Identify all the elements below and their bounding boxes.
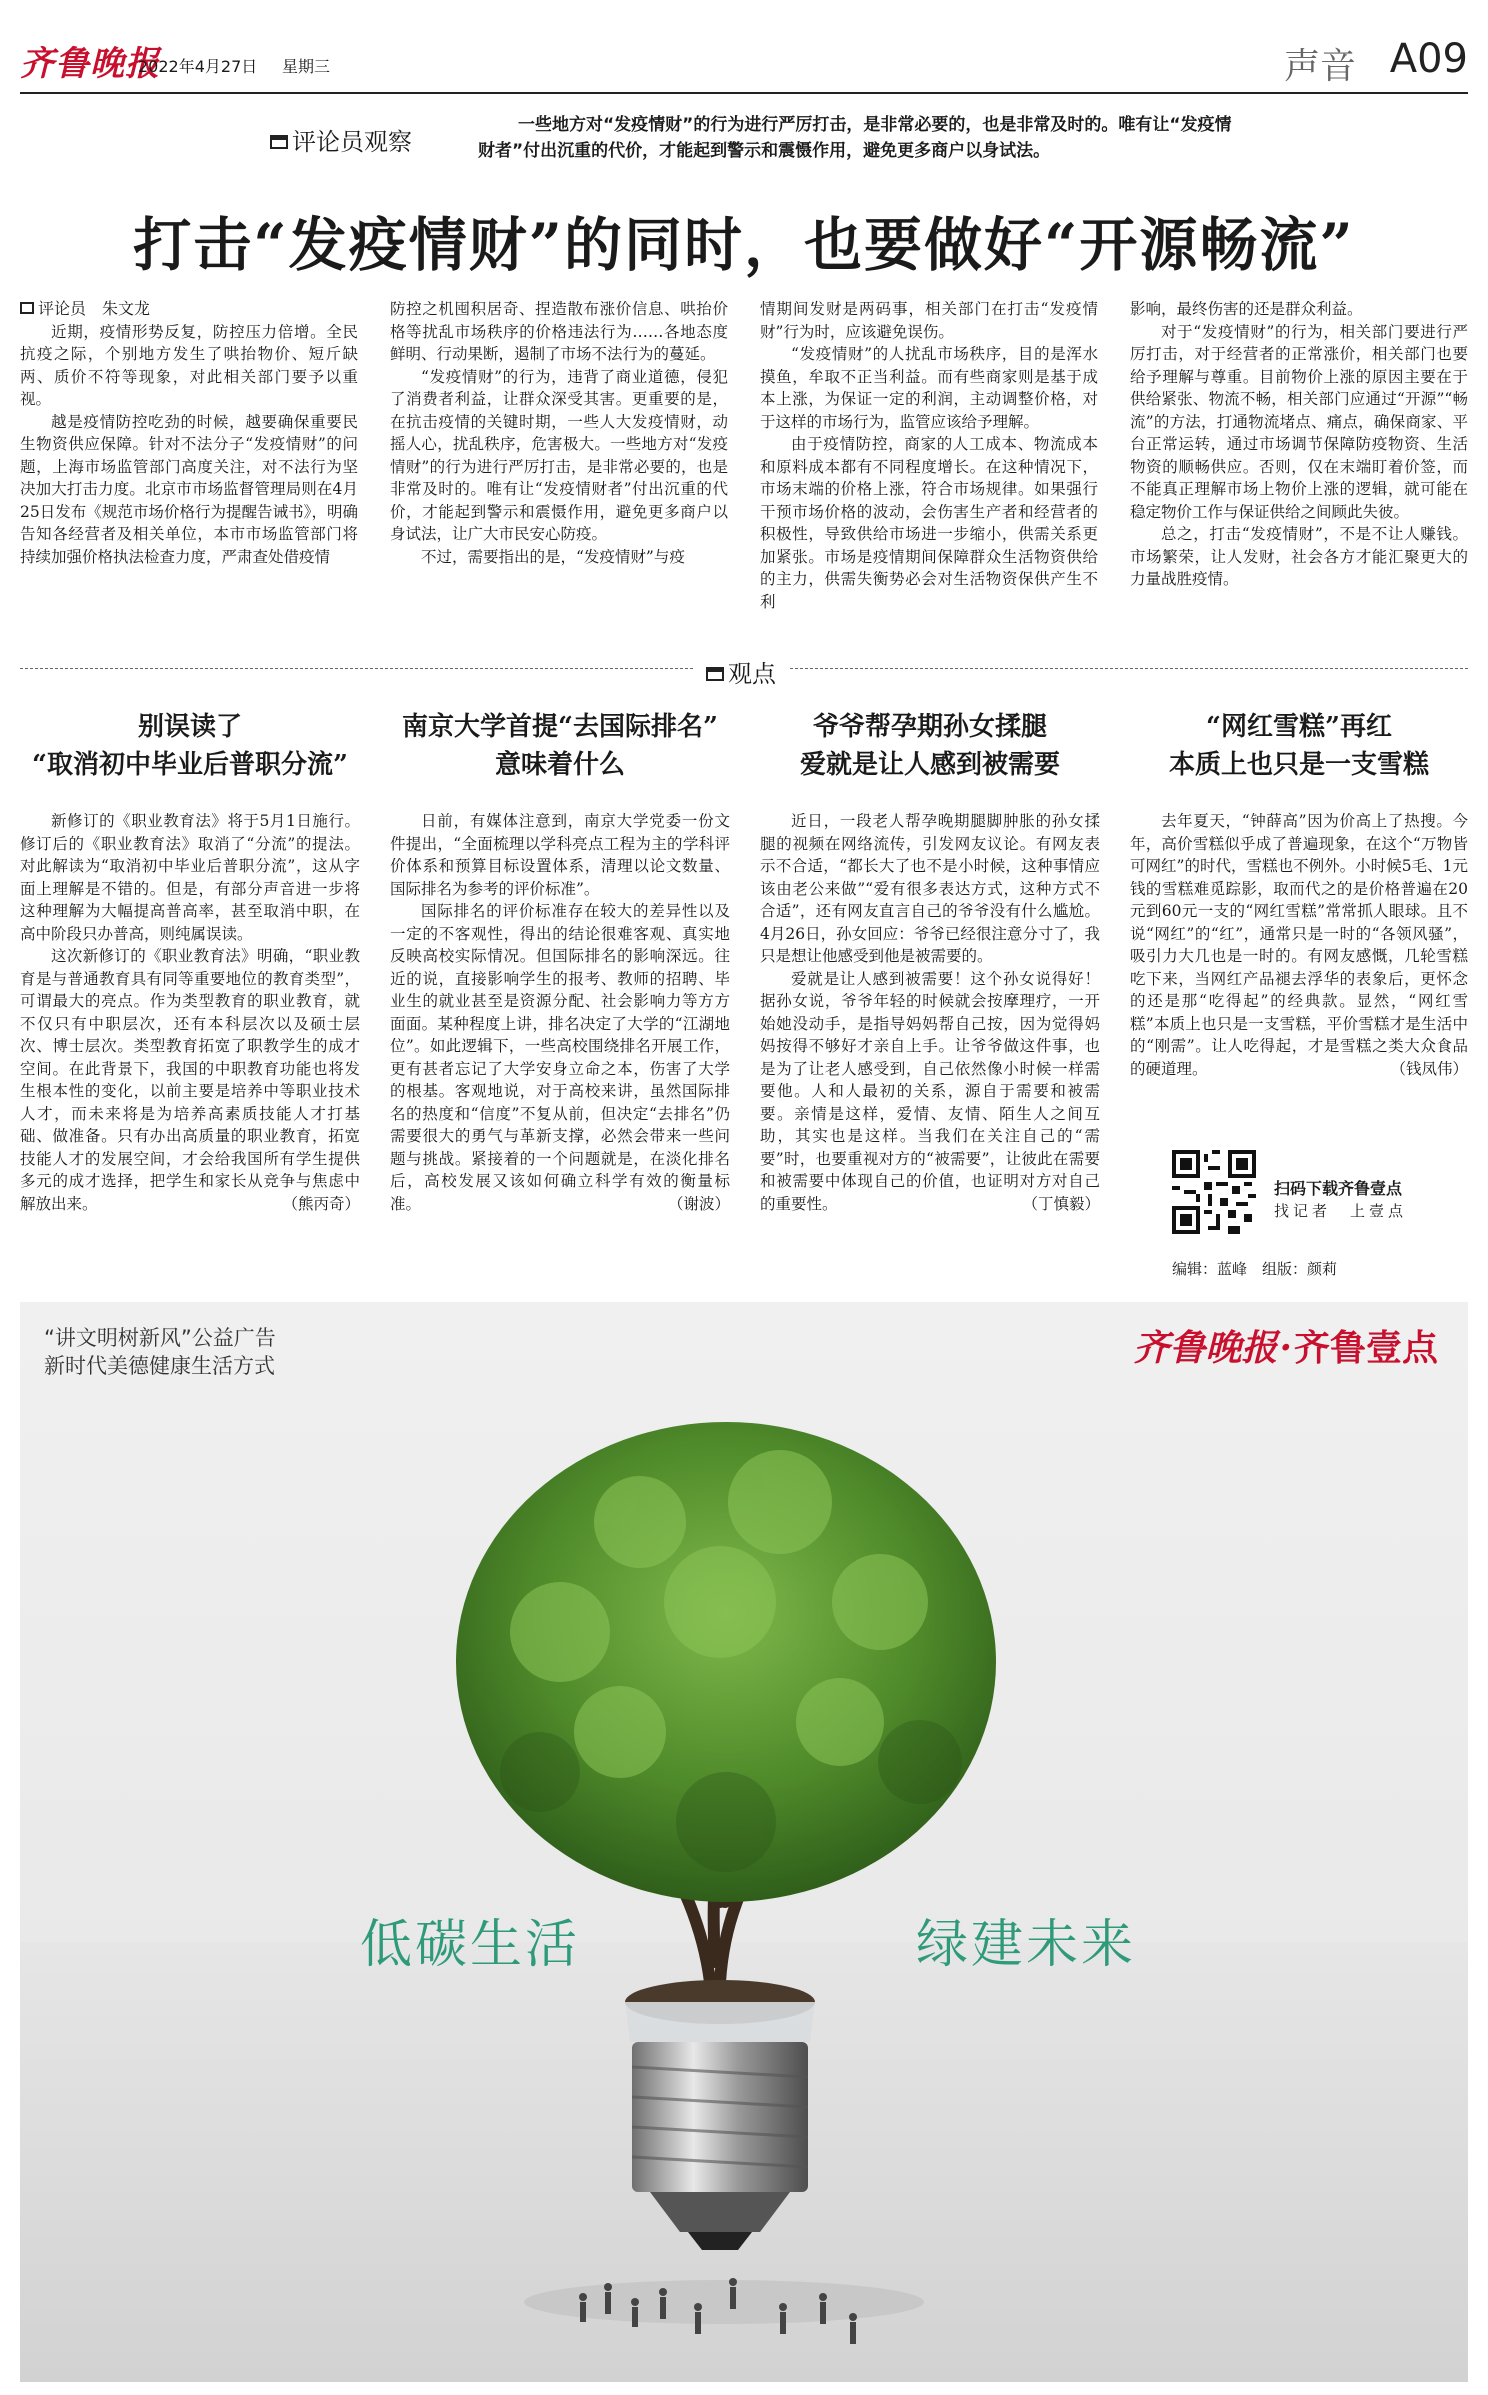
paragraph: 影响，最终伤害的还是群众利益。 <box>1130 300 1363 318</box>
ad-slogan-right: 绿建未来 <box>916 1915 1137 1975</box>
column-tag <box>270 122 412 157</box>
opinion-body <box>20 810 360 1290</box>
paragraph-text: 这次新修订的《职业教育法》明确，“职业教育是与普通教育具有同等重要地位的教育类型”，可谓最大的亮点。作为类型教育的职业教育，就不仅只有中职层次，还有本科层次以及硕士层次、博士层次。类型教育拓宽了职教学生的成才空间。在此背景下，我国的中职教育功能也将发生根本性的变化，以前主要是培养中等职业技术人才，而未来将是为培养高素质技能人才打基础、做准备。只有办出高质量的职业教育，拓宽技能人才的发展空间，才会给我国所有学生提供多元的成才选择，把学生和家长从竞争与焦虑中解放出来。 <box>20 947 360 1213</box>
main-article-col-3 <box>760 298 1098 628</box>
opinion-body <box>1130 810 1468 1100</box>
author-signature: （熊丙奇） <box>282 1194 360 1213</box>
ad-logo <box>1133 1320 1438 1371</box>
paragraph: 越是疫情防控吃劲的时候，越要确保重要民生物资供应保障。针对不法分子“发疫情财”的问题，上海市场监管部门高度关注，对不法行为坚决加大打击力度。北京市市场监督管理局则在4月25日发布《规范市场价格行为提醒告诫书》，明确告知各经营者及相关单位，本市市场监管部门将持续加强价格执法检查力度，严肃查处借疫情 <box>20 412 358 566</box>
opinion-article-1 <box>20 708 360 1290</box>
opinion-title-line-1: 爷爷帮孕期孙女揉腿 <box>812 712 1047 742</box>
opinion-article-2 <box>390 708 730 1290</box>
opinion-title-line-2: 意味着什么 <box>494 750 625 780</box>
paragraph <box>390 900 730 1215</box>
paragraph-text: 国际排名的评价标准存在较大的差异性以及一定的不客观性，得出的结论很难客观、真实地反映高校实际情况。但国际排名的影响深远。往近的说，直接影响学生的报考、教师的招聘、毕业生的就业甚至是资源分配、社会影响力等方方面面。某种程度上讲，排名决定了大学的“江湖地位”。如此逻辑下，一些高校围绕排名开展工作，更有甚者忘记了大学安身立命之本，伤害了大学的根基。客观地说，对于高校来讲，虽然国际排名的热度和“信度”不复从前，但决定“去排名”仍需要很大的勇气与革新支撑，必然会带来一些问题与挑战。紧接着的一个问题就是，在淡化排名后，高校发展又该如何确立科学有效的衡量标准。 <box>390 902 730 1213</box>
qr-caption: 扫码下载齐鲁壹点 <box>1274 1179 1403 1198</box>
viewpoint-label-text: 观点 <box>728 660 776 688</box>
opinion-body <box>760 810 1100 1290</box>
paragraph: 近日，一段老人帮孕晚期腿脚肿胀的孙女揉腿的视频在网络流传，引发网友议论。有网友表示不合适，“都长大了也不是小时候，这种事情应该由老公来做”“爱有很多表达方式，这种方式不合适”，还有网友直言自己的爷爷没有什么尴尬。4月26日，孙女回应：爷爷已经很注意分寸了，我只是想让他感受到他是被需要的。 <box>760 812 1100 965</box>
main-article-col-4 <box>1130 298 1468 628</box>
author-signature: （丁慎毅） <box>1022 1194 1100 1213</box>
opinion-title-line-2: “取消初中毕业后普职分流” <box>32 750 348 780</box>
byline-box-icon <box>20 302 34 314</box>
qr-code[interactable] <box>1172 1150 1256 1234</box>
paragraph: “发疫情财”的行为，违背了商业道德，侵犯了消费者利益，让群众深受其害。更重要的是，在抗击疫情的关键时期，一些人大发疫情财，动摇人心，扰乱秩序，危害极大。一些地方对“发疫情财”的行为进行严厉打击，是非常必要的，也是非常及时的。唯有让“发疫情财者”付出沉重的代价，才能起到警示和震慑作用，避免更多商户以身试法，让广大市民安心防疫。 <box>390 367 728 543</box>
opinion-title-line-1: 别误读了 <box>137 712 242 742</box>
opinion-article-4 <box>1130 708 1468 1100</box>
column-tag-label: 评论员观察 <box>292 128 412 156</box>
paragraph: 情期间发财是两码事，相关部门在打击“发疫情财”行为时，应该避免误伤。 <box>760 300 1098 341</box>
qr-subcaption: 找记者 上壹点 <box>1274 1202 1408 1220</box>
viewpoint-label <box>694 654 788 689</box>
lightbulb-tree-illustration <box>20 1302 1468 2382</box>
main-article <box>20 298 1468 628</box>
paragraph: 不过，需要指出的是，“发疫情财”与疫 <box>421 547 685 566</box>
main-headline: 打击“发疫情财”的同时，也要做好“开源畅流” <box>133 211 1355 279</box>
paragraph: 近期，疫情形势反复，防控压力倍增。全民抗疫之际，个别地方发生了哄抬物价、短斤缺两、质价不符等现象，对此相关部门要予以重视。 <box>20 322 358 408</box>
page-number: A09 <box>1389 36 1468 82</box>
paragraph: 日前，有媒体注意到，南京大学党委一份文件提出，“全面梳理以学科亮点工程为主的学科评价体系和预算目标设置体系，清理以论文数量、国际排名为参考的评价标准”。 <box>390 812 730 898</box>
paragraph: 防控之机囤积居奇、捏造散布涨价信息、哄抬价格等扰乱市场秩序的价格违法行为……各地态度鲜明、行动果断，遏制了市场不法行为的蔓延。 <box>390 300 728 363</box>
paragraph <box>1130 810 1468 1080</box>
paragraph: “发疫情财”的人扰乱市场秩序，目的是浑水摸鱼，牟取不正当利益。而有些商家则是基于成本上涨，为保证一定的利润，主动调整价格，对于这样的市场行为，监管应该给予理解。 <box>760 345 1098 431</box>
paragraph: 新修订的《职业教育法》将于5月1日施行。修订后的《职业教育法》取消了“分流”的提法。对此解读为“取消初中毕业后普职分流”，这从字面上理解是不错的。但是，有部分声音进一步将这种理解为大幅提高普高率，甚至取消中职，在高中阶段只办普高，则纯属误读。 <box>20 812 360 943</box>
opinion-title <box>1130 708 1468 784</box>
column-box-icon <box>270 135 288 149</box>
author-signature: （谢波） <box>667 1194 730 1213</box>
author-signature: （钱凤伟） <box>1390 1059 1468 1078</box>
editor-credits: 编辑：蓝峰 组版：颜莉 <box>1172 1260 1338 1278</box>
article-lead: 一些地方对“发疫情财”的行为进行严厉打击，是非常必要的，也是非常及时的。唯有让“发疫情财者”付出沉重的代价，才能起到警示和震慑作用，避免更多商户以身试法。 <box>478 115 1232 161</box>
opinion-title <box>760 708 1100 784</box>
paragraph <box>760 968 1100 1216</box>
public-service-ad <box>20 1302 1468 2382</box>
paragraph <box>20 945 360 1215</box>
newspaper-logo: 齐鲁晚报 <box>20 44 160 84</box>
ad-slogan-left: 低碳生活 <box>360 1915 581 1975</box>
masthead <box>20 34 1468 94</box>
paragraph: 总之，打击“发疫情财”，不是不让人赚钱。市场繁荣，让人发财，社会各方才能汇聚更大的力量战胜疫情。 <box>1130 525 1468 588</box>
paragraph-text: 去年夏天，“钟薛高”因为价高上了热搜。今年，高价雪糕似乎成了普遍现象，在这个“万物皆可网红”的时代，雪糕也不例外。小时候5毛、1元钱的雪糕难觅踪影，取而代之的是价格普遍在20元到60元一支的“网红雪糕”常常抓人眼球。且不说“网红”的“红”，通常只是一时的“各领风骚”，吸引力大几也是一时的。有网友感慨，几轮雪糕吃下来，当网红产品褪去浮华的表象后，更怀念的还是那“吃得起”的经典款。显然，“网红雪糕”本质上也只是一支雪糕，平价雪糕才是生活中的“刚需”。让人吃得起，才是雪糕之类大众食品的硬道理。 <box>1130 812 1468 1078</box>
ad-title: “讲文明树新风”公益广告 <box>44 1326 276 1350</box>
section-name: 声音 <box>1283 46 1356 87</box>
opinion-title-line-2: 本质上也只是一支雪糕 <box>1168 750 1429 780</box>
byline <box>20 298 358 321</box>
opinion-title <box>390 708 730 784</box>
logo-separator: · <box>1279 1327 1292 1369</box>
main-article-col-2 <box>390 298 728 628</box>
paragraph-text: 爱就是让人感到被需要！这个孙女说得好！据孙女说，爷爷年轻的时候就会按摩理疗，一开始她没动手，是指导妈妈帮自己按，因为觉得妈妈按得不够好才亲自上手。让爷爷做这件事，也是为了让老人感受到，自己依然像小时候一样需要他。人和人最初的关系，源自于需要和被需要。亲情是这样，爱情、友情、陌生人之间互助，其实也是这样。当我们在关注自己的“需要”时，也要重视对方的“被需要”，让彼此在需要和被需要中体现自己的价值，也证明对方对自己的重要性。 <box>760 969 1100 1213</box>
byline-text: 评论员 朱文龙 <box>38 299 151 318</box>
opinion-title-line-1: 南京大学首提“去国际排名” <box>402 712 718 742</box>
main-article-col-1 <box>20 298 358 628</box>
opinion-title <box>20 708 360 784</box>
opinion-title-line-1: “网红雪糕”再红 <box>1206 712 1392 742</box>
ad-logo-secondary: 齐鲁壹点 <box>1293 1327 1438 1369</box>
opinion-article-3 <box>760 708 1100 1290</box>
opinion-body <box>390 810 730 1290</box>
ad-logo-primary: 齐鲁晚报 <box>1133 1327 1278 1369</box>
issue-weekday: 星期三 <box>282 57 331 76</box>
paragraph: 由于疫情防控，商家的人工成本、物流成本和原料成本都有不同程度增长。在这种情况下，市场末端的价格上涨，符合市场规律。如果强行干预市场价格的波动，会伤害生产者和经营者的积极性，导致供给市场进一步缩小，供需关系更加紧张。市场是疫情期间保障群众生活物资供给的主力，供需失衡势必会对生活物资保供产生不利 <box>760 435 1098 611</box>
viewpoint-box-icon <box>706 667 724 681</box>
opinion-title-line-2: 爱就是让人感到被需要 <box>799 750 1060 780</box>
ad-subtitle: 新时代美德健康生活方式 <box>44 1354 275 1378</box>
issue-date: 2022年4月27日 <box>138 57 258 76</box>
paragraph: 对于“发疫情财”的行为，相关部门要进行严厉打击，对于经营者的正常涨价，相关部门也要给予理解与尊重。目前物价上涨的原因主要在于供给紧张、物流不畅，相关部门应通过“开源”“畅流”的方法，打通物流堵点、痛点，确保商家、平台正常运转，通过市场调节保障防疫物资、生活物资的顺畅供应。否则，仅在末端盯着价签，而不能真正理解市场上物价上涨的逻辑，就可能在稳定物价工作与保证供给之间顾此失彼。 <box>1130 322 1468 521</box>
